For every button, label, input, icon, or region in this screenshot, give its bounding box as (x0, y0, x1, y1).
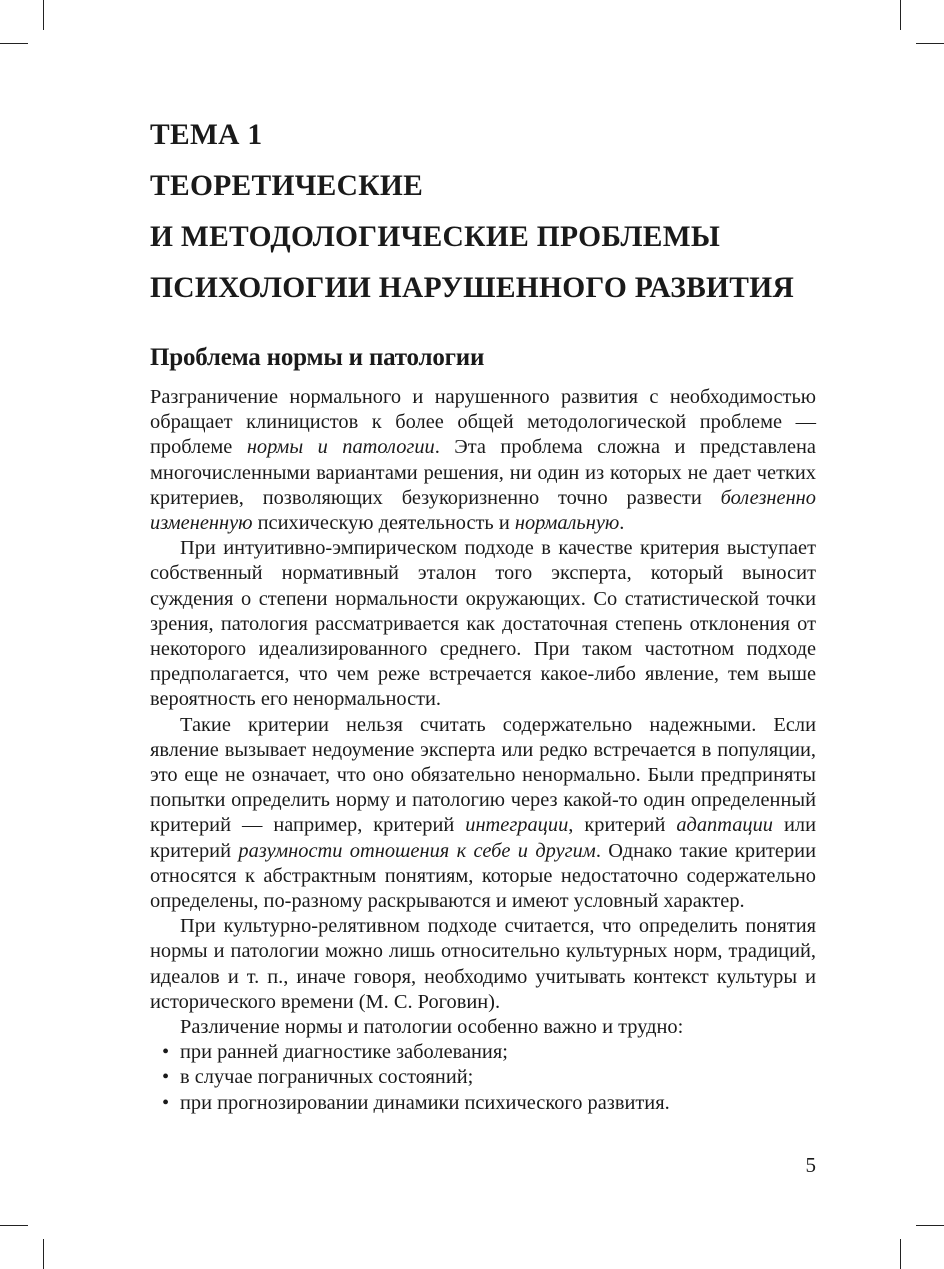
section-title: Проблема нормы и патологии (150, 344, 485, 371)
paragraph-1-text-g: . (619, 512, 625, 535)
chapter-title-line-2: И МЕТОДОЛОГИЧЕСКИЕ ПРОБЛЕМЫ (150, 221, 721, 253)
paragraph-1-emphasis-altered: болезненно измененную (150, 486, 816, 535)
paragraph-3-text-a: Такие критерии нельзя считать содержательно надежными. Если явление вызывает недоумение эксперта или редко встречается в популяции, это еще не означает, что оно обязательно ненормально. Были предприняты попытки определить норму и патологию через какой-то один определенный критерий — например, критерий (150, 713, 816, 837)
chapter-heading (150, 110, 816, 314)
page-body (150, 110, 816, 1116)
paragraph-1-text-e: психическую деятельность и (252, 512, 515, 535)
paragraph-3-emphasis-reasonableness: разумности отношения к себе и другим (238, 839, 596, 862)
bullet-icon: • (162, 1091, 170, 1114)
crop-mark-bottom-right-horizontal (916, 1225, 944, 1226)
chapter-title-line-3: ПСИХОЛОГИИ НАРУШЕННОГО РАЗВИТИЯ (150, 272, 795, 304)
paragraph-3-text-g: . Однако такие критерии относятся к абстрактным понятиям, которые недостаточно содержательно определены, по-разному раскрываются и имеют условный характер. (150, 839, 816, 913)
list-item-text: при прогнозировании динамики психического развития. (180, 1091, 670, 1114)
paragraph-3 (150, 713, 816, 915)
page-number: 5 (805, 1153, 816, 1177)
crop-mark-top-right-horizontal (916, 43, 944, 44)
list-item (150, 1040, 816, 1065)
paragraph-3-text-e: или критерий (150, 814, 816, 862)
bullet-icon: • (162, 1041, 170, 1064)
paragraph-3-emphasis-adaptation: адаптации (676, 814, 774, 837)
crop-mark-top-left-horizontal (0, 43, 28, 44)
chapter-number: ТЕМА 1 (150, 119, 263, 151)
crop-mark-bottom-right-vertical (900, 1239, 901, 1269)
paragraph-1-text-c: . Эта проблема сложна и представлена многочисленными вариантами решения, ни один из которых не дает четких критериев, позволяющих безукоризненно точно развести (150, 436, 816, 509)
crop-mark-top-left-vertical (43, 0, 44, 30)
paragraph-1-text-a: Разграничение нормального и нарушенного развития с необходимостью обращает клиницистов к более общей методологической проблеме — проблеме (150, 386, 816, 459)
paragraph-5: Различение нормы и патологии особенно важно и трудно: (180, 1016, 684, 1039)
bullet-icon: • (162, 1066, 170, 1089)
paragraph-1-emphasis-normal: нормальную (514, 512, 620, 535)
list-item (150, 1065, 816, 1090)
list-item (150, 1091, 816, 1116)
criteria-list (150, 1040, 816, 1116)
chapter-title-line-1: ТЕОРЕТИЧЕСКИЕ (150, 170, 424, 202)
list-item-text: в случае пограничных состояний; (180, 1066, 474, 1089)
paragraph-1 (150, 385, 816, 536)
paragraph-3-emphasis-integration: интеграции (465, 814, 569, 837)
paragraph-1-emphasis-norm-pathology: нормы и патологии (246, 436, 435, 459)
paragraph-3-text-c: , критерий (568, 814, 677, 837)
crop-mark-bottom-left-vertical (43, 1239, 44, 1269)
list-item-text: при ранней диагностике заболевания; (180, 1041, 508, 1064)
crop-mark-top-right-vertical (900, 0, 901, 30)
paragraph-4: При культурно-релятивном подходе считается, что определить понятия нормы и патологии можно лишь относительно культурных норм, традиций, идеалов и т. п., иначе говоря, необходимо учитывать контекст культуры и исторического времени (М. С. Роговин). (150, 915, 816, 1013)
crop-mark-bottom-left-horizontal (0, 1225, 28, 1226)
paragraph-2: При интуитивно-эмпирическом подходе в качестве критерия выступает собственный нормативный эталон того эксперта, который выносит суждения о степени нормальности окружающих. Со статистической точки зрения, патология рассматривается как достаточная степень отклонения от некоторого идеализированного среднего. При таком частотном подходе предполагается, что чем реже встречается какое-либо явление, тем выше вероятность его ненормальности. (150, 537, 816, 711)
